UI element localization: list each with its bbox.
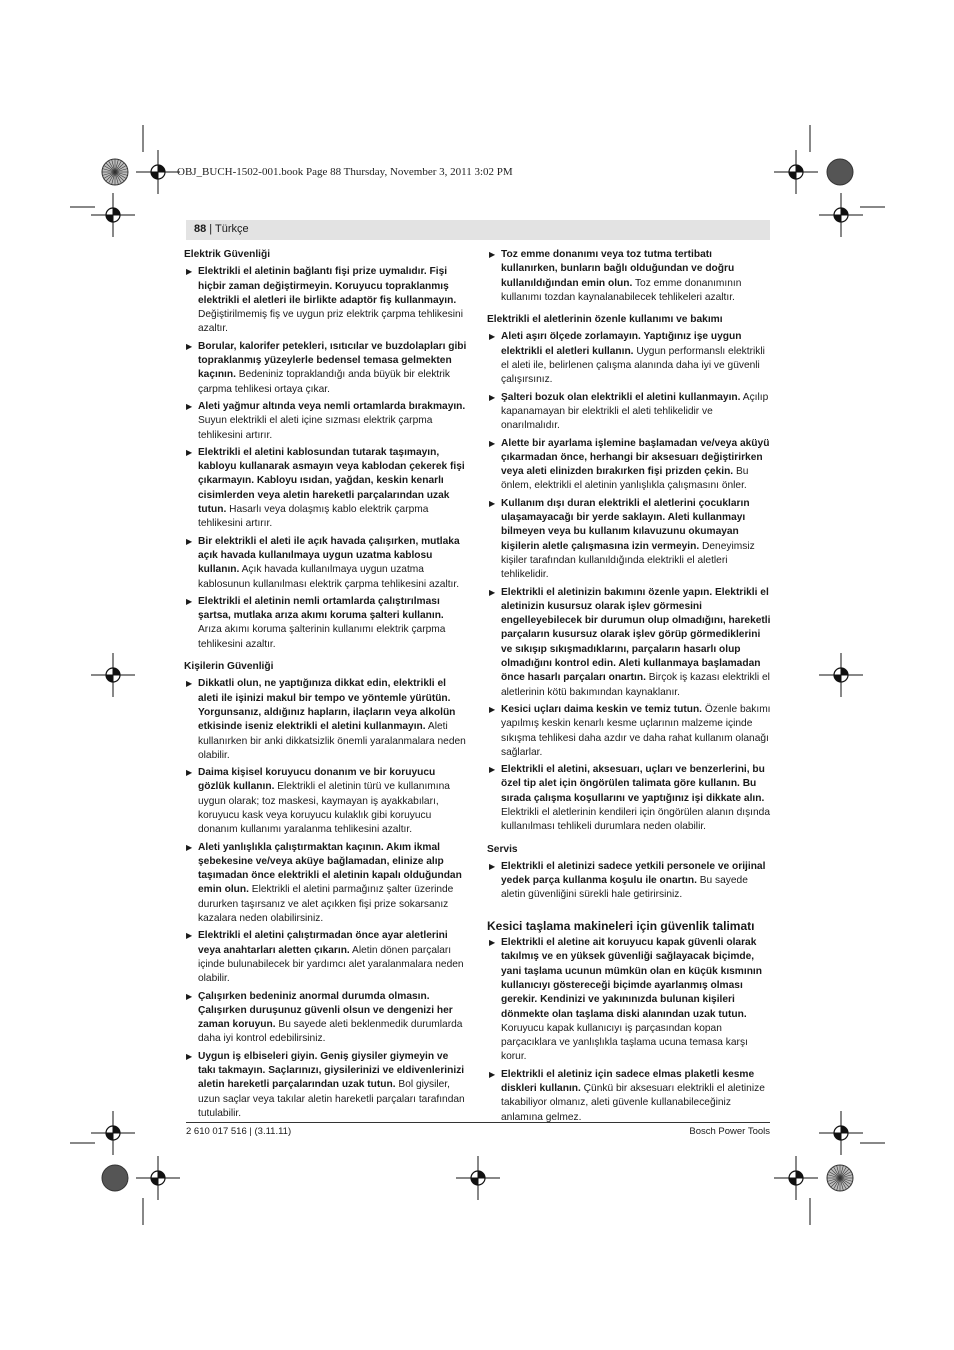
bullet-arrow-icon: ▶ [489,1069,496,1079]
bullet-arrow-icon: ▶ [489,332,496,342]
page-number: 88 [194,223,207,235]
instruction-text: Suyun elektrikli el aleti içine sızması elektrik çarpma tehlikesini artırır. [198,415,433,441]
instruction-text: Çünkü bir aksesuarı elektrikli el aletinize takabiliyor olmanız, aleti güvenle kullanabileceğiniz anlamına gelmez. [501,1083,765,1123]
registration-target-icon [102,159,128,185]
list-item [487,586,771,700]
instruction-text: Uygun performanslı elektrikli el aleti ile, belirlenen çalışma alanında daha iyi ve güvenli çalışırsınız. [501,345,765,386]
list-item [184,1050,468,1121]
bullet-arrow-icon: ▶ [186,931,193,941]
crosshair-mark-icon [456,1156,500,1200]
list-item [184,929,468,986]
instruction-text: Bu sayede aletin güvenliğini sürekli hale getirirsiniz. [501,875,748,901]
list-item [487,703,771,760]
bullet-arrow-icon: ▶ [186,341,193,351]
instruction-bold: Çalışırken bedeniniz anormal durumda olmasın. Çalışırken duruşunuz güvenli olsun ve dengenizi her zaman koruyun. [198,990,453,1031]
page-header [186,220,770,240]
bullet-arrow-icon: ▶ [489,438,496,448]
crosshair-mark-icon [774,1156,818,1200]
list-item [487,248,771,305]
bullet-arrow-icon: ▶ [489,861,496,871]
list-item [184,340,468,397]
list-item [184,535,468,592]
instruction-bold: Uygun iş elbiseleri giyin. Geniş giysiler giymeyin ve takı takmayın. Saçlarınızı, giysilerinizi ve eldivenlerinizi aletin hareketli parçalarından uzak tutun. [198,1050,465,1091]
list-item [184,841,468,927]
list-item [487,497,771,583]
instruction-text: Açık havada kullanılmaya uygun uzatma kablosunun kullanılması elektrik çarpma tehlikesini azaltır. [198,564,460,590]
instruction-text: Hasarlı veya dolaşmış kablo elektrik çarpma tehlikesini artırır. [198,504,429,530]
section-heading: Servis [487,843,518,855]
list-item [487,330,771,387]
instruction-text: Aleti kullanırken bir anki dikkatsizlik önemli yaralanmalara neden olabilir. [198,721,466,761]
bullet-arrow-icon: ▶ [489,704,496,714]
crosshair-mark-icon [91,653,135,697]
instruction-bold: Toz emme donanımı veya toz tutma tertibatı kullanırken, bunların bağlı olduğundan ve doğru kullanıldığından emin olun. [501,249,735,289]
bullet-arrow-icon: ▶ [186,596,193,606]
instruction-bold: Aleti yanlışlıkla çalıştırmaktan kaçının. Akım ikmal şebekesine ve/veya aküye bağlamadan, elinize alıp taşımadan önce elektrikli el aletinin kapalı olduğundan emin olun. [198,841,462,896]
header-separator: | [206,223,216,235]
crosshair-mark-icon [91,1111,135,1155]
instruction-text: Bol giysiler, uzun saçlar veya takılar aletin hareketli parçaları tarafından tutulabilir. [198,1079,465,1119]
bullet-arrow-icon: ▶ [186,842,193,852]
instruction-text: Koruyucu kapak kullanıcıyı iş parçasından kopan parçacıklara ve yanlışlıkla taşlama ucuna temasa karşı korur. [501,1022,748,1063]
bullet-arrow-icon: ▶ [186,991,193,1001]
header-language: Türkçe [215,223,249,235]
bullet-arrow-icon: ▶ [489,938,496,948]
bullet-arrow-icon: ▶ [489,250,496,259]
instruction-text: Elektrikli el aletini parmağınız şalter üzerinde dururken taşırsanız ve alet açıkken fişi prize sokarsanız kazalara neden olabilirsiniz. [198,884,454,925]
instruction-bold: Borular, kalorifer petekleri, ısıtıcılar ve buzdolapları gibi topraklanmış yüzeylerle bedensel temasa gelmekten kaçının. [198,340,467,381]
instruction-bold: Elektrikli el aletinizi sadece yetkili personele ve orijinal yedek parça kullanma koşulu ile onartın. [501,860,766,887]
list-item [487,1068,771,1125]
list-item [184,265,468,336]
bullet-arrow-icon: ▶ [186,536,193,546]
instruction-bold: Aleti aşırı ölçede zorlamayın. Yaptığınız işe uygun elektrikli el aletleri kullanın. [501,331,742,357]
list-item [487,936,771,1065]
instruction-text: Elektrikli el aletinin türü ve kullanımına uygun olarak; toz maskesi, kaymayan iş ayakkabıları, koruyucu kask veya koruyucu kulaklık gibi koruyucu donanım kullanımı yaralanma tehlikesini azaltır. [198,781,450,836]
instruction-bold: Elektrikli el aletine ait koruyucu kapak güvenli olarak takılmış ve en yüksek güvenliği sağlayacak biçimde, yani taşlama ucunun mümkün olan en küçük kısmının kullanıcıyı göstereceği biçimde ayarlanmış olması gerekir. Kendinizi ve yakınınızda bulunan kişileri dönmekte olan taşlama diski alanından uzak tutun. [501,937,762,1020]
instruction-text: Açılıp kapanamayan bir elektrikli el aleti tehlikelidir ve onarılmalıdır. [501,391,769,432]
crosshair-mark-icon [136,150,180,194]
instruction-bold: Daima kişisel koruyucu donanım ve bir koruyucu gözlük kullanın. [198,767,436,793]
footer-part-number: 2 610 017 516 | (3.11.11) [186,1126,292,1137]
bullet-arrow-icon: ▶ [489,765,496,775]
crosshair-mark-icon [819,1111,863,1155]
bullet-arrow-icon: ▶ [186,679,193,689]
crosshair-mark-icon [774,150,818,194]
instruction-text: Elektrikli el aletlerinin kendileri için öngörülen alanın dışında kullanılması tehlikeli durumlara neden olabilir. [501,806,770,833]
crosshair-mark-icon [136,1156,180,1200]
instruction-bold: Alette bir ayarlama işlemine başlamadan ve/veya aküyü çıkarmadan önce, herhangi bir aksesuarı değiştirirken veya aleti elinizden bırakırken fişi prizden çekin. [501,437,770,478]
instruction-text: Bedeniniz topraklandığı anda büyük bir elektrik çarpma tehlikesi ortaya çıkar. [198,369,451,395]
list-item [487,391,771,434]
instruction-bold: Dikkatli olun, ne yaptığınıza dikkat edin, elektrikli el aleti ile işinizi makul bir tempo ve yöntemle yürütün. Yorgunsanız, aldığınız hapların, ilaçların veya alkolün etkisinde iseniz elektrikli el aletini kullanmayın. [198,678,456,733]
section-heading: Kişilerin Güvenliği [184,661,274,673]
instruction-bold: Elektrikli el aletini, aksesuarı, uçları ve benzerlerini, bu özel tip alet için öngörülen talimata göre kullanın. Bu sırada çalışma koşullarını ve yaptığınız işi dikkate alın. [501,764,765,804]
list-item [487,437,771,494]
registration-dot-icon [827,159,853,185]
left-column [184,248,468,1129]
registration-dot-icon [102,1165,128,1191]
instruction-bold: Kesici uçları daima keskin ve temiz tutun. [501,703,702,715]
instruction-text: Birçok iş kazası elektrikli el aletlerinin kötü bakımından kaynaklanır. [501,672,770,698]
instruction-bold: Elektrikli el aletiniz için sadece elmas plaketli kesme diskleri kullanın. [501,1068,755,1095]
list-item [184,595,468,652]
bullet-arrow-icon: ▶ [186,768,193,778]
list-item [184,766,468,837]
bullet-arrow-icon: ▶ [489,392,496,402]
list-item [184,400,468,443]
instruction-text: Aletin dönen parçaları içinde bulunabilecek bir yardımcı alet yaralanmalara neden olabilir. [198,944,464,985]
list-item [184,677,468,763]
instruction-text: Toz emme donanımının kullanımı tozdan kaynalanabilecek tehlikeleri azaltır. [501,277,742,303]
instruction-text: Özenle bakımı yapılmış keskin kenarlı kesme uçlarının malzeme içinde sıkışma tehlikesi daha azdır ve daha rahat kullanım olanağı sağlarlar. [501,703,771,758]
list-item [184,446,468,532]
section-heading: Elektrik Güvenliği [184,249,271,260]
instruction-bold: Elektrikli el aletinin nemli ortamlarda çalıştırılması şartsa, mutlaka arıza akımı koruma şalteri kullanın. [198,595,444,622]
bullet-arrow-icon: ▶ [186,1051,193,1061]
crosshair-mark-icon [819,193,863,237]
instruction-bold: Aleti yağmur altında veya nemli ortamlarda bırakmayın. [198,400,466,412]
instruction-bold: Elektrikli el aletinin bağlantı fişi prize uymalıdır. Fişi hiçbir zaman değiştirmeyin. Koruyucu topraklanmış elektrikli el aletleri ile birlikte adaptör fiş kullanmayın. [198,266,457,306]
bullet-arrow-icon: ▶ [186,401,193,411]
instruction-bold: Kullanım dışı duran elektrikli el aletlerini çocukların ulaşamayacağı bir yerde saklayın. Aleti kullanmayı bilmeyen veya bu kullanım kılavuzunu okumayan kişilerin aletle çalışmasına izin vermeyin. [501,497,750,552]
bullet-arrow-icon: ▶ [186,447,193,457]
instruction-text: Değiştirilmemiş fiş ve uygun priz elektrik çarpma tehlikesini azaltır. [198,309,463,335]
instruction-bold: Elektrikli el aletinizin bakımını özenle yapın. Elektrikli el aletinizin kusursuz olarak işlev görmesini engelleyebilecek bir durumun olup olmadığını, hareketli parçaların kusursuz olarak işlev görüp görmediklerini ve sıkışıp sıkışmadıklarını, parçaların hasarlı olup olmadığını kontrol edin. Aleti kullanmaya başlamadan önce hasarlı parçaları onartın. [501,586,771,684]
list-item [487,763,771,834]
instruction-text: Bu sayede aleti beklenmedik durumlarda daha iyi kontrol edebilirsiniz. [198,1019,463,1045]
right-column [487,248,771,1133]
instruction-text: Arıza akımı koruma şalterinin kullanımı elektrik çarpma tehlikesini azaltır. [198,624,446,650]
crosshair-mark-icon [91,193,135,237]
instruction-text: Deneyimsiz kişiler tarafından kullanıldığında elektrikli el aletleri tehlikelidir. [501,540,755,581]
list-item [487,860,771,903]
instruction-bold: Elektrikli el aletini kablosundan tutarak taşımayın, kabloyu kullanarak asmayın veya kablodan çekerek fişi çıkarmayın. Kabloyu ısıdan, yağdan, keskin kenarlı cisimlerden veya aletin hareketli parçalarından uzak tutun. [198,446,465,516]
crosshair-mark-icon [819,653,863,697]
footer-rule [186,1122,770,1123]
instruction-bold: Elektrikli el aletini çalıştırmadan önce ayar aletlerini veya anahtarları aletten çıkarın. [198,930,448,956]
list-item [184,990,468,1047]
bullet-arrow-icon: ▶ [489,498,496,508]
print-info-line: OBJ_BUCH-1502-001.book Page 88 Thursday, November 3, 2011 3:02 PM [177,166,513,178]
instruction-text: Bu önlem, elektrikli el aletinin yanlışlıkla çalışmasını önler. [501,466,749,492]
instruction-bold: Şalteri bozuk olan elektrikli el aletini kullanmayın. [501,391,741,403]
section-heading: Elektrikli el aletlerinin özenle kullanımı ve bakımı [487,314,723,326]
section-heading: Kesici taşlama makineleri için güvenlik talimatı [487,918,755,933]
bullet-arrow-icon: ▶ [186,267,193,277]
instruction-bold: Bir elektrikli el aleti ile açık havada çalışırken, mutlaka açık havada kullanılmaya uygun uzatma kablosu kullanın. [198,535,460,576]
registration-target-icon [827,1165,853,1191]
footer-brand: Bosch Power Tools [689,1126,770,1137]
bullet-arrow-icon: ▶ [489,587,496,597]
